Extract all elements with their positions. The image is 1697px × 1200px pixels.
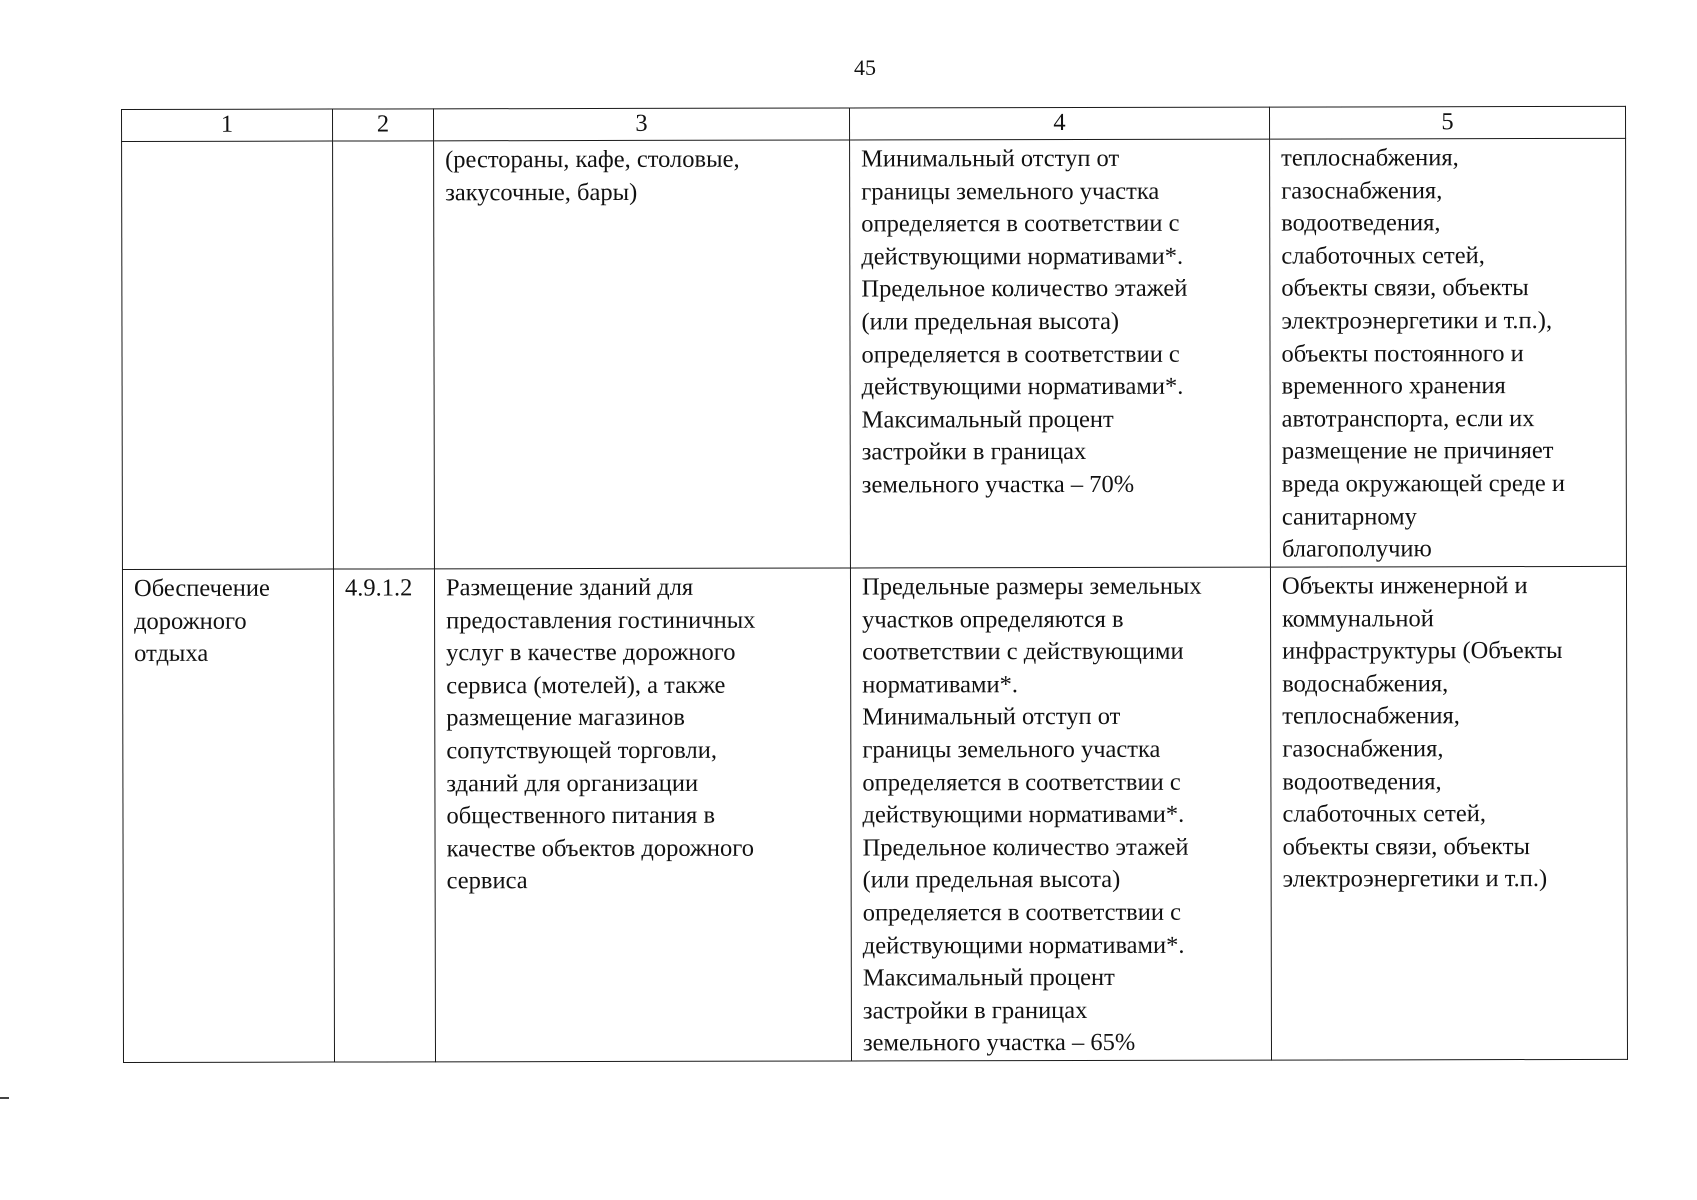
use-description-text: (рестораны, кафе, столовые, закусочные, бары) [445,145,740,206]
use-description-text: Размещение зданий для предоставления гостиничных услуг в качестве дорожного сервиса (мотелей), а также размещение магазинов сопутствующей торговли, зданий для организации общественного питания в качестве объектов дорожного сервиса [445,573,756,895]
auxiliary-uses-text: Объекты инженерной и коммунальной инфраструктуры (Объекты водоснабжения, теплоснабжения, газоснабжения, водоотведения, слаботочных сетей, объекты связи, объекты электроэнергетики и т.п.) [1281,572,1563,893]
column-header-1: 1 [122,109,333,141]
parameters-text: Предельные размеры земельных участков определяются в соответствии с действующими нормативами*. Минимальный отступ от границы земельного участка определяется в соответствии с действующими нормативами*. Предельное количество этажей (или предельная высота) определяется в соответствии с действующими нормативами*. Максимальный процент застройки в границах земельного участка – 65% [861,572,1202,1057]
column-header-3: 3 [434,108,850,141]
parameters-text: Минимальный отступ от границы земельного участка определяется в соответствии с действующими нормативами*. Предельное количество этажей (или предельная высота) определяется в соответствии с действующими нормативами*. Максимальный процент застройки в границах земельного участка – 70% [861,144,1188,499]
parameters-cell [850,567,1271,1061]
use-name-text: Обеспечение дорожного отдыха [133,574,270,668]
use-name-cell [122,141,334,569]
use-code-cell [333,569,435,1062]
table-row [122,138,1627,569]
zoning-table [121,106,1628,1063]
column-header-2: 2 [333,109,434,141]
column-header-5: 5 [1269,106,1625,139]
table-row [122,566,1627,1062]
table-header-row [122,106,1626,141]
use-name-cell [122,569,334,1062]
scan-edge-mark [0,1097,9,1099]
use-description-cell [434,568,851,1062]
use-code-cell [333,141,435,569]
use-code-text: 4.9.1.2 [344,574,413,602]
auxiliary-uses-text: теплоснабжения, газоснабжения, водоотведения, слаботочных сетей, объекты связи, объекты электроэнергетики и т.п.), объекты постоянного и временного хранения автотранспорта, если их размещение не причиняет вреда окружающей среде и санитарному благополучию [1281,144,1566,563]
use-description-cell [434,140,851,569]
column-header-4: 4 [849,107,1269,140]
page-number: 45 [854,55,876,80]
auxiliary-uses-cell [1270,138,1627,567]
parameters-cell [850,139,1271,568]
auxiliary-uses-cell [1270,566,1627,1060]
